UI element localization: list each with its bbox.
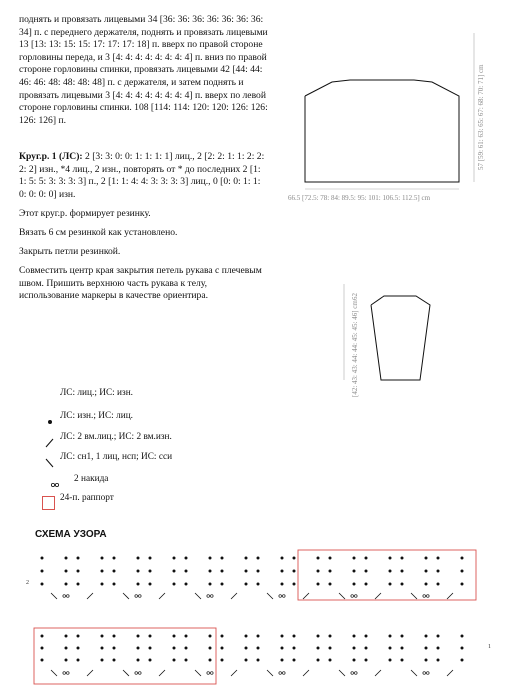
purl-dot-icon xyxy=(389,570,392,573)
purl-dot-icon xyxy=(137,647,140,650)
purl-dot-icon xyxy=(329,583,332,586)
body-schematic xyxy=(0,0,524,220)
purl-dot-icon xyxy=(365,570,368,573)
purl-dot-icon xyxy=(353,570,356,573)
purl-dot-icon xyxy=(101,583,104,586)
purl-dot-icon xyxy=(281,570,284,573)
purl-dot-icon xyxy=(113,647,116,650)
purl-dot-icon xyxy=(461,647,464,650)
purl-dot-icon xyxy=(317,570,320,573)
purl-dot-icon xyxy=(317,557,320,560)
purl-dot-icon xyxy=(245,647,248,650)
purl-dot-icon xyxy=(353,557,356,560)
purl-dot-icon xyxy=(389,583,392,586)
slash-left-icon xyxy=(123,593,129,599)
purl-dot-icon xyxy=(425,557,428,560)
purl-dot-icon xyxy=(65,635,68,638)
legend-double-yo-label: 2 накида xyxy=(74,474,109,484)
purl-dot-icon xyxy=(329,570,332,573)
purl-dot-icon xyxy=(209,557,212,560)
purl-dot-icon xyxy=(401,570,404,573)
purl-dot-icon xyxy=(329,557,332,560)
pattern-text-neckband: поднять и провязать лицевыми 34 [36: 36: 36: 36: 36: 36: 36: 34] п. с переднего держателя, поднять и провязать лицевыми 13 [13: 13: 15: 15: 17: 17: 17: 18] п. вверх по правой стороне горловины переда, и 3 [4: 4: 4: 4: 4: 4: 4: 4] п. вниз по правой стороне горловины спинки, провязать лицевыми 42 [44: 44: 46: 46: 48: 48: 48: 48] п. с держателя, и затем поднять и провязать лицевыми 3 [4: 4: 4: 4: 4: 4: 4: 4] п. вверх по левой стороне горловины спинки. 108 [114: 114: 120: 120: 126: 126: 126: 126] п. xyxy=(19,14,268,126)
purl-dot-icon xyxy=(329,647,332,650)
purl-dot-icon xyxy=(317,659,320,662)
purl-dot-icon xyxy=(185,557,188,560)
purl-dot-icon xyxy=(257,583,260,586)
purl-dot-icon xyxy=(365,647,368,650)
purl-dot-icon xyxy=(137,583,140,586)
purl-dot-icon xyxy=(173,647,176,650)
purl-dot-icon xyxy=(221,635,224,638)
slash-left-icon xyxy=(411,670,417,676)
purl-dot-icon xyxy=(101,635,104,638)
yo-icon xyxy=(427,672,430,675)
purl-dot-icon xyxy=(77,557,80,560)
purl-dot-icon xyxy=(41,659,44,662)
legend-knit-label: ЛС: лиц.; ИС: изн. xyxy=(60,388,134,398)
purl-dot-icon xyxy=(209,583,212,586)
purl-dot-icon xyxy=(101,659,104,662)
slash-left-icon xyxy=(195,593,201,599)
legend-k2tog-label: ЛС: 2 вм.лиц.; ИС: 2 вм.изн. xyxy=(60,432,172,442)
purl-dot-icon xyxy=(353,635,356,638)
slash-left-icon xyxy=(267,670,273,676)
slash-right-icon xyxy=(447,670,453,676)
purl-dot-icon xyxy=(209,659,212,662)
purl-dot-icon xyxy=(389,647,392,650)
body-width-label: 66.5 [72.5: 78: 84: 89.5: 95: 101: 106.5: 112.5] cm xyxy=(288,194,431,202)
purl-dot-icon xyxy=(113,583,116,586)
yo-icon xyxy=(423,595,426,598)
yo-icon xyxy=(207,672,210,675)
slash-left-icon xyxy=(339,593,345,599)
yo-icon xyxy=(67,595,70,598)
purl-dot-icon xyxy=(149,570,152,573)
purl-dot-icon xyxy=(245,635,248,638)
purl-dot-icon xyxy=(293,557,296,560)
yo-icon xyxy=(139,672,142,675)
purl-dot-icon xyxy=(173,570,176,573)
purl-dot-icon xyxy=(65,659,68,662)
pattern-text-knit-rib: Вязать 6 см резинкой как установлено. xyxy=(19,227,178,238)
purl-dot-icon xyxy=(365,583,368,586)
purl-dot-icon xyxy=(113,557,116,560)
purl-dot-icon xyxy=(245,557,248,560)
yo-icon xyxy=(211,595,214,598)
purl-dot-icon xyxy=(221,659,224,662)
purl-dot-icon xyxy=(437,583,440,586)
purl-dot-icon xyxy=(221,583,224,586)
yo-icon xyxy=(427,595,430,598)
slash-right-icon xyxy=(375,670,381,676)
purl-dot-icon xyxy=(293,647,296,650)
purl-dot-icon xyxy=(437,659,440,662)
slash-left-icon xyxy=(51,670,57,676)
round1-heading: Круг.р. 1 (ЛС): xyxy=(19,151,83,162)
sleeve-outline xyxy=(371,296,430,380)
pattern-chart xyxy=(0,540,524,690)
purl-dot-icon xyxy=(149,647,152,650)
purl-dot-icon xyxy=(281,635,284,638)
slash-right-icon xyxy=(447,593,453,599)
legend-purl-label: ЛС: изн.; ИС: лиц. xyxy=(60,411,134,421)
sleeve-height-label: 62 xyxy=(351,293,359,300)
purl-dot-icon xyxy=(173,635,176,638)
purl-dot-icon xyxy=(461,635,464,638)
purl-dot-icon xyxy=(293,635,296,638)
double-yo-icon xyxy=(50,479,64,491)
slash-left-icon xyxy=(339,670,345,676)
purl-dot-icon xyxy=(461,659,464,662)
legend-repeat-label: 24-п. раппорт xyxy=(60,493,114,503)
yo-icon xyxy=(135,672,138,675)
purl-dot-icon xyxy=(353,659,356,662)
purl-dot-icon xyxy=(101,647,104,650)
yo-icon xyxy=(279,672,282,675)
slash-right-icon xyxy=(303,593,309,599)
purl-dot-icon xyxy=(389,659,392,662)
purl-dot-icon xyxy=(137,659,140,662)
purl-dot-icon xyxy=(101,557,104,560)
purl-dot-icon xyxy=(401,557,404,560)
purl-dot-icon xyxy=(281,557,284,560)
body-height-label: 57 [59: 61: 63: 65: 67: 68: 70: 71] cm xyxy=(477,64,485,170)
purl-dot-icon xyxy=(173,557,176,560)
yo-icon xyxy=(139,595,142,598)
purl-dot-icon xyxy=(65,570,68,573)
purl-dot-icon xyxy=(41,647,44,650)
purl-dot-icon xyxy=(317,583,320,586)
purl-dot-icon xyxy=(257,635,260,638)
purl-dot-icon xyxy=(425,647,428,650)
purl-dot-icon xyxy=(365,659,368,662)
pattern-text-rib: Этот круг.р. формирует резинку. xyxy=(19,208,151,219)
slash-right-icon xyxy=(375,593,381,599)
purl-dot-icon xyxy=(41,570,44,573)
purl-dot-icon xyxy=(185,635,188,638)
purl-dot-icon xyxy=(425,635,428,638)
purl-dot-icon xyxy=(293,659,296,662)
purl-dot-icon xyxy=(77,635,80,638)
purl-dot-icon xyxy=(46,416,60,428)
purl-dot-icon xyxy=(257,659,260,662)
purl-dot-icon xyxy=(329,635,332,638)
purl-dot-icon xyxy=(221,570,224,573)
yo-icon xyxy=(63,672,66,675)
purl-dot-icon xyxy=(353,647,356,650)
purl-dot-icon xyxy=(149,635,152,638)
purl-dot-icon xyxy=(101,570,104,573)
yo-icon xyxy=(351,672,354,675)
yo-icon xyxy=(355,595,358,598)
purl-dot-icon xyxy=(401,635,404,638)
slash-left-icon xyxy=(44,457,58,469)
slash-right-icon xyxy=(231,670,237,676)
purl-dot-icon xyxy=(437,647,440,650)
purl-dot-icon xyxy=(185,647,188,650)
purl-dot-icon xyxy=(425,583,428,586)
pattern-text-assembly: Совместить центр края закрытия петель рукава с плечевым швом. Пришить верхнюю часть рукава к телу, использование маркеры в качестве ориентира. xyxy=(19,265,262,302)
yo-icon xyxy=(135,595,138,598)
purl-dot-icon xyxy=(245,659,248,662)
purl-dot-icon xyxy=(389,635,392,638)
purl-dot-icon xyxy=(401,659,404,662)
sleeve-width-label: [42: 43: 43: 44: 44: 45: 45: 46] cm xyxy=(351,300,359,397)
purl-dot-icon xyxy=(77,570,80,573)
purl-dot-icon xyxy=(149,659,152,662)
pattern-text-bind-off: Закрыть петли резинкой. xyxy=(19,246,121,257)
purl-dot-icon xyxy=(113,570,116,573)
purl-dot-icon xyxy=(257,570,260,573)
purl-dot-icon xyxy=(113,635,116,638)
purl-dot-icon xyxy=(41,583,44,586)
purl-dot-icon xyxy=(221,647,224,650)
purl-dot-icon xyxy=(221,557,224,560)
schema-title: СХЕМА УЗОРА xyxy=(35,529,107,540)
slash-left-icon xyxy=(51,593,57,599)
purl-dot-icon xyxy=(77,647,80,650)
slash-right-icon xyxy=(87,593,93,599)
purl-dot-icon xyxy=(365,557,368,560)
purl-dot-icon xyxy=(461,557,464,560)
legend-ssk-label: ЛС: сн1, 1 лиц, нсп; ИС: сси xyxy=(60,452,173,462)
slash-left-icon xyxy=(411,593,417,599)
yo-icon xyxy=(211,672,214,675)
purl-dot-icon xyxy=(65,557,68,560)
slash-right-icon xyxy=(231,593,237,599)
purl-dot-icon xyxy=(437,570,440,573)
purl-dot-icon xyxy=(317,647,320,650)
purl-dot-icon xyxy=(185,583,188,586)
purl-dot-icon xyxy=(209,647,212,650)
purl-dot-icon xyxy=(185,659,188,662)
purl-dot-icon xyxy=(437,557,440,560)
purl-dot-icon xyxy=(365,635,368,638)
yo-icon xyxy=(67,672,70,675)
purl-dot-icon xyxy=(281,659,284,662)
purl-dot-icon xyxy=(257,557,260,560)
purl-dot-icon xyxy=(401,647,404,650)
purl-dot-icon xyxy=(137,570,140,573)
purl-dot-icon xyxy=(401,583,404,586)
purl-dot-icon xyxy=(461,583,464,586)
slash-left-icon xyxy=(195,670,201,676)
purl-dot-icon xyxy=(389,557,392,560)
purl-dot-icon xyxy=(329,659,332,662)
yo-icon xyxy=(423,672,426,675)
yo-icon xyxy=(279,595,282,598)
purl-dot-icon xyxy=(41,635,44,638)
purl-dot-icon xyxy=(65,647,68,650)
row-number-top: 2 xyxy=(26,580,29,586)
row-number-bottom: 1 xyxy=(488,644,491,650)
purl-dot-icon xyxy=(245,583,248,586)
purl-dot-icon xyxy=(113,659,116,662)
yo-icon xyxy=(283,595,286,598)
purl-dot-icon xyxy=(185,570,188,573)
body-outline xyxy=(305,80,459,182)
purl-dot-icon xyxy=(317,635,320,638)
repeat-box xyxy=(34,628,216,684)
yo-icon xyxy=(207,595,210,598)
purl-dot-icon xyxy=(293,583,296,586)
purl-dot-icon xyxy=(293,570,296,573)
slash-right-icon xyxy=(159,593,165,599)
repeat-box xyxy=(298,550,476,600)
purl-dot-icon xyxy=(425,659,428,662)
purl-dot-icon xyxy=(65,583,68,586)
yo-icon xyxy=(63,595,66,598)
repeat-box-icon xyxy=(42,496,56,508)
purl-dot-icon xyxy=(281,647,284,650)
purl-dot-icon xyxy=(137,557,140,560)
purl-dot-icon xyxy=(437,635,440,638)
purl-dot-icon xyxy=(257,647,260,650)
purl-dot-icon xyxy=(425,570,428,573)
purl-dot-icon xyxy=(209,635,212,638)
purl-dot-icon xyxy=(281,583,284,586)
purl-dot-icon xyxy=(137,635,140,638)
purl-dot-icon xyxy=(41,557,44,560)
purl-dot-icon xyxy=(149,557,152,560)
purl-dot-icon xyxy=(77,659,80,662)
purl-dot-icon xyxy=(353,583,356,586)
purl-dot-icon xyxy=(149,583,152,586)
yo-icon xyxy=(355,672,358,675)
slash-right-icon xyxy=(159,670,165,676)
yo-icon xyxy=(283,672,286,675)
slash-left-icon xyxy=(267,593,273,599)
purl-dot-icon xyxy=(77,583,80,586)
purl-dot-icon xyxy=(461,570,464,573)
slash-right-icon xyxy=(44,437,58,449)
slash-right-icon xyxy=(87,670,93,676)
slash-right-icon xyxy=(303,670,309,676)
purl-dot-icon xyxy=(209,570,212,573)
purl-dot-icon xyxy=(173,583,176,586)
round1-text: 2 [3: 3: 0: 0: 1: 1: 1: 1] лиц., 2 [2: 2: 1: 1: 2: 2: 2: 2] изн., *4 лиц., 2 изн., повторять от * до последних 2 [1: 1: 5: 5: 3: 3: 3: 3] п., 2 [1: 1: 4: 4: 3: 3: 3: 3] лиц., 0 [0: 0: 1: 1: 0: 0: 0: 0] изн. xyxy=(19,151,265,200)
purl-dot-icon xyxy=(245,570,248,573)
slash-left-icon xyxy=(123,670,129,676)
purl-dot-icon xyxy=(173,659,176,662)
yo-icon xyxy=(351,595,354,598)
